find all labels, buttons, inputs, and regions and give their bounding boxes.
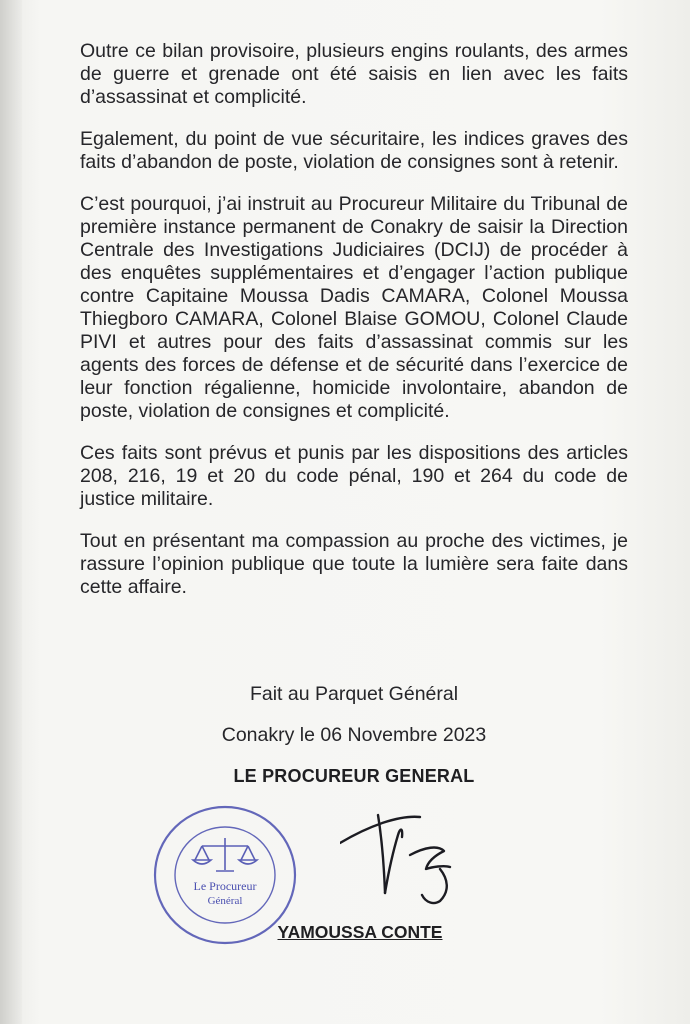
scales-of-justice-icon bbox=[193, 838, 257, 871]
stamp-center-line1: Le Procureur bbox=[193, 879, 257, 893]
closing-date: Conakry le 06 Novembre 2023 bbox=[221, 724, 487, 746]
document-body bbox=[80, 40, 628, 618]
paragraph-instruction: C’est pourquoi, j’ai instruit au Procureur Militaire du Tribunal de première instance permanent de Conakry de saisir la Direction Centrale des Investigations Judiciaires (DCIJ) de procéder à des enquêtes supplémentaires et d’engager l’action publique contre Capitaine Moussa Dadis CAMARA, Colonel Moussa Thiegboro CAMARA, Colonel Blaise GOMOU, Colonel Claude PIVI et autres pour des faits d’assassinat commis sur les agents des forces de défense et de sécurité dans l’exercice de leur fonction régalienne, homicide involontaire, abandon de poste, violation de consignes et complicité. bbox=[80, 193, 628, 422]
paragraph-legal-articles: Ces faits sont prévus et punis par les dispositions des articles 208, 216, 19 et 20 du code pénal, 190 et 264 du code de justice militaire. bbox=[80, 442, 628, 510]
paragraph-security: Egalement, du point de vue sécuritaire, les indices graves des faits d’abandon de poste, violation de consignes sont à retenir. bbox=[80, 128, 628, 173]
stamp-center-line2: Général bbox=[207, 895, 243, 907]
handwritten-signature bbox=[340, 795, 500, 915]
paper-edge-shadow bbox=[0, 0, 22, 1024]
paragraph-seizures: Outre ce bilan provisoire, plusieurs engins roulants, des armes de guerre et grenade ont été saisis en lien avec les faits d’assassinat et complicité. bbox=[80, 40, 628, 108]
signatory-name: YAMOUSSA CONTE bbox=[277, 922, 443, 942]
signatory-title: LE PROCUREUR GENERAL bbox=[233, 766, 475, 786]
closing-place: Fait au Parquet Général bbox=[249, 683, 459, 705]
paragraph-compassion: Tout en présentant ma compassion au proche des victimes, je rassure l’opinion publique que toute la lumière sera faite dans cette affaire. bbox=[80, 530, 628, 598]
